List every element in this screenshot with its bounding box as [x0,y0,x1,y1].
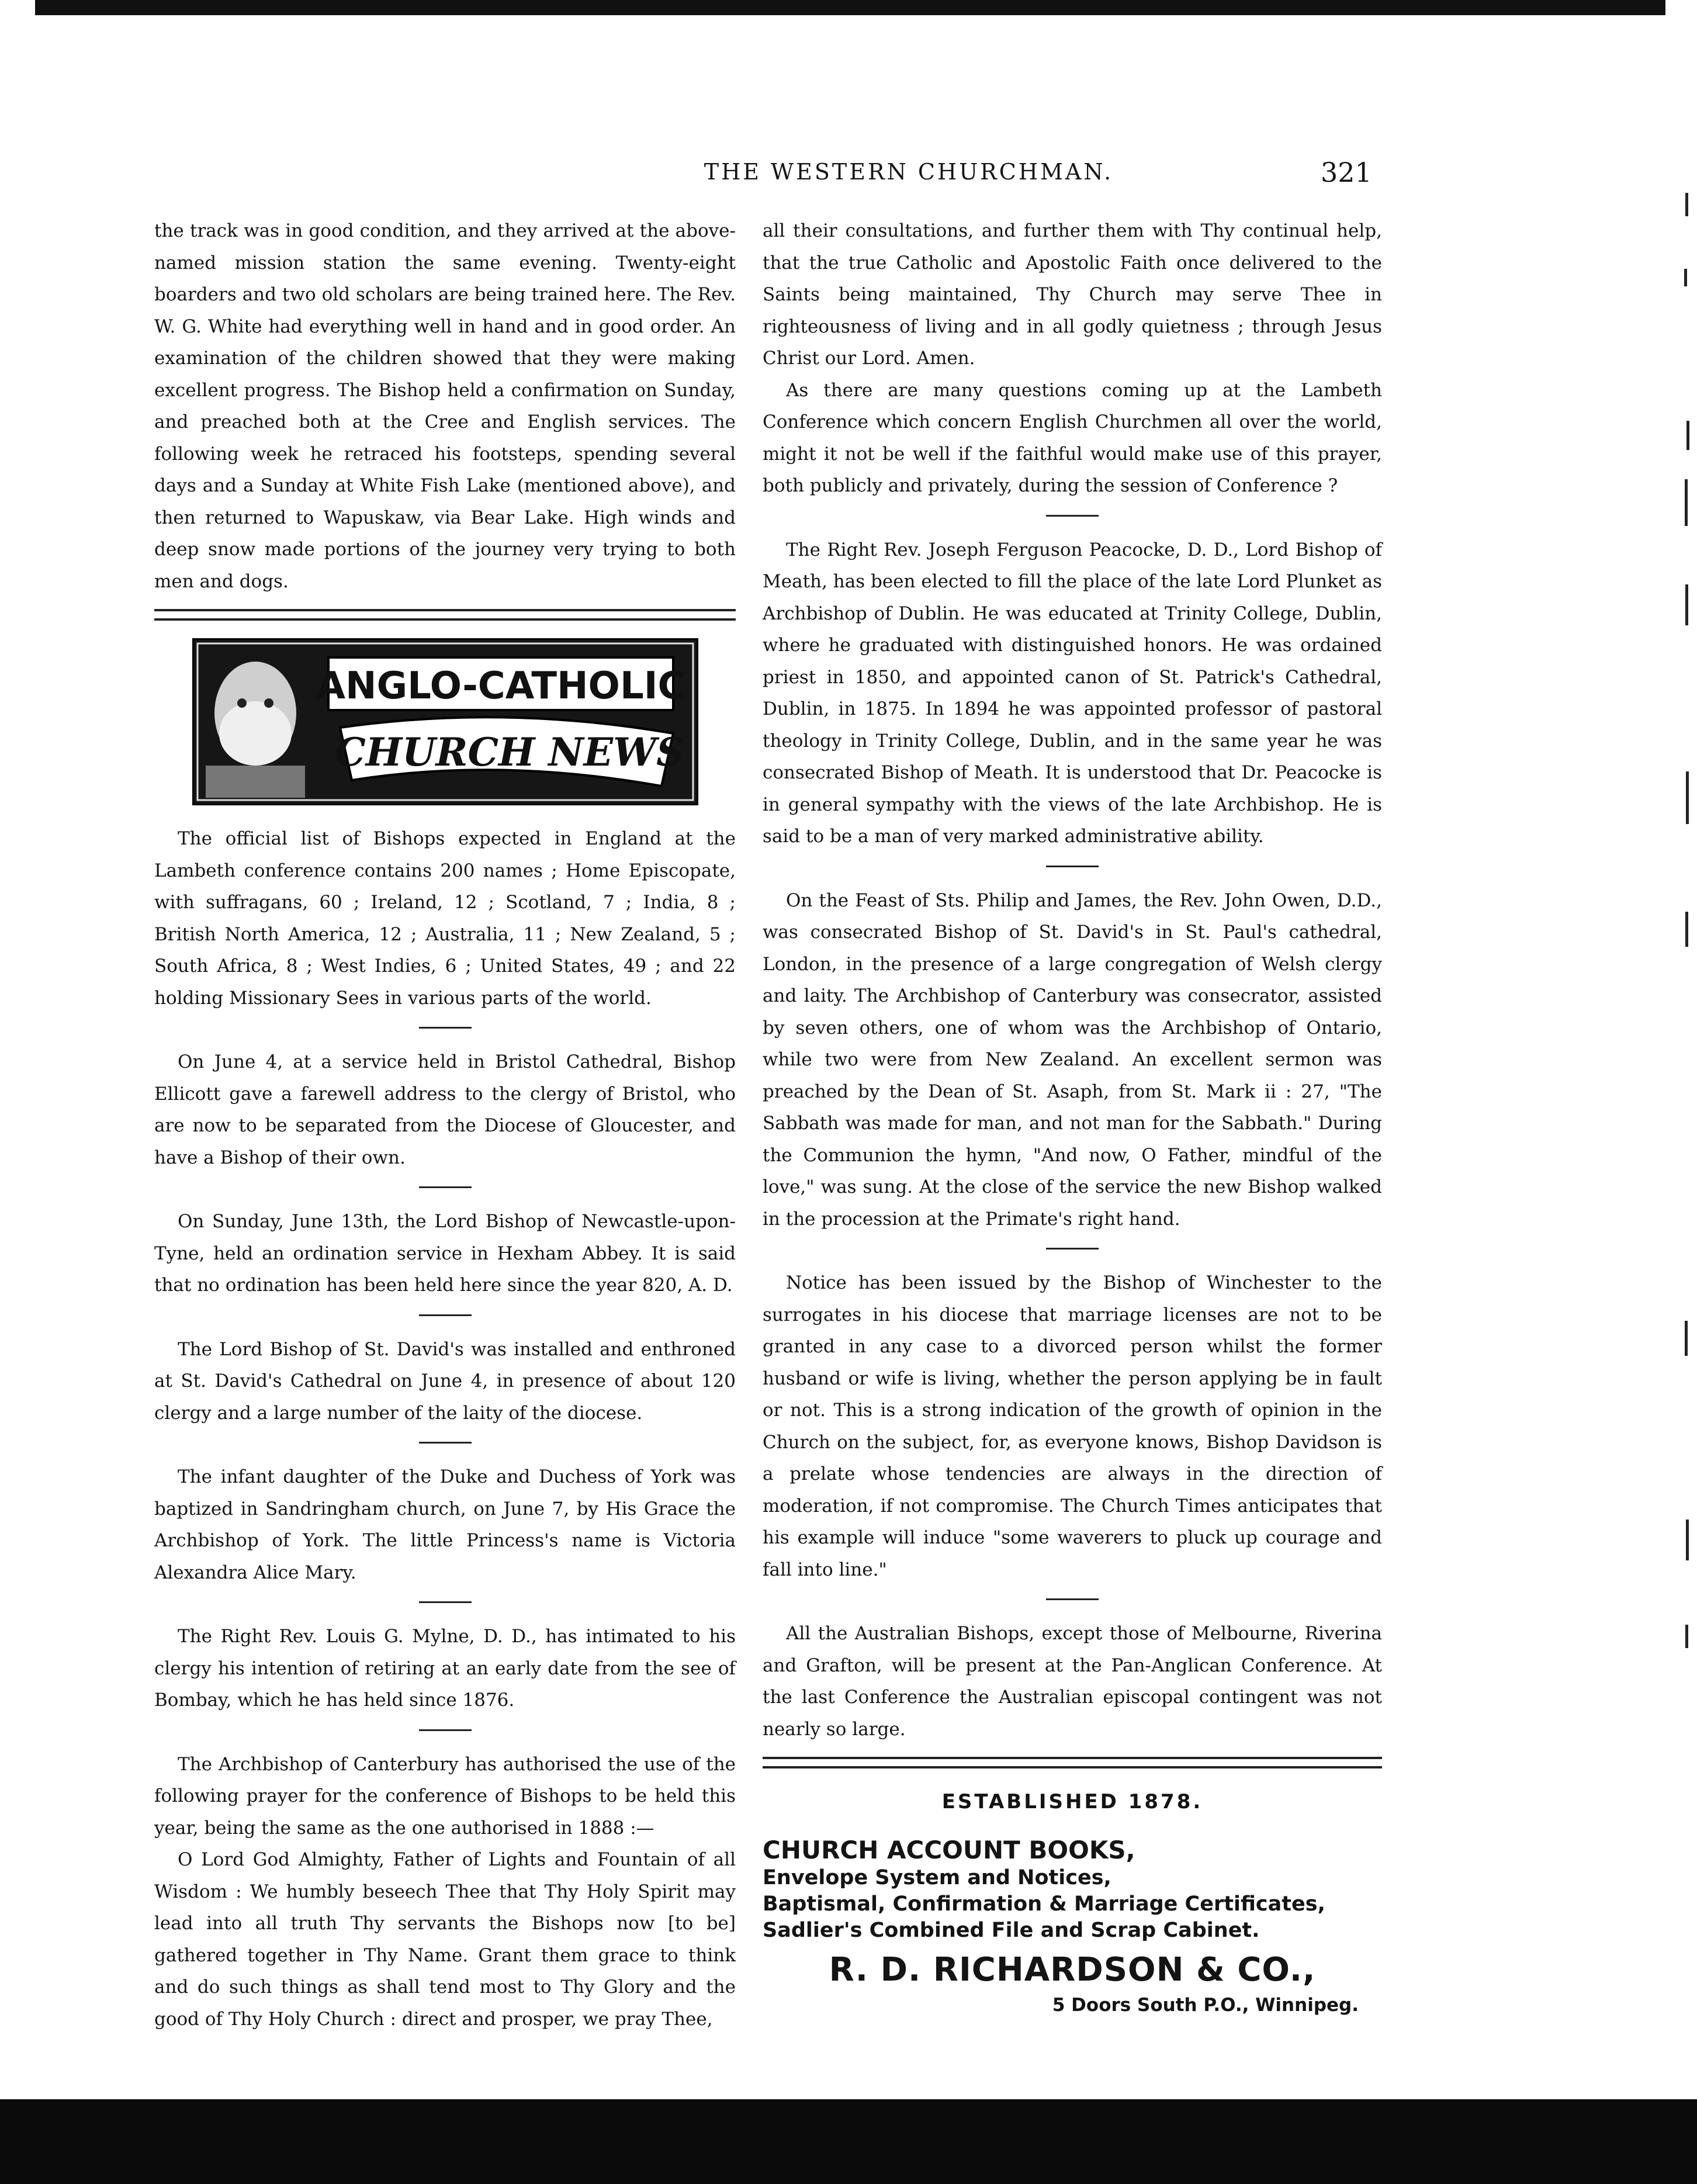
portrait-icon [206,662,305,798]
double-rule-divider [763,1757,1382,1768]
double-rule-divider [154,609,736,621]
article-paragraph: The Lord Bishop of St. David's was installed and enthroned at St. David's Cathedral on June 4, in presence of about 120 clergy and a large number of the laity of the diocese. [154,1338,736,1424]
article-paragraph: The Right Rev. Louis G. Mylne, D. D., has intimated to his clergy his intention of retiring at an early date from the see of Bombay, which he has held since 1876. [154,1626,736,1711]
section-divider [419,1314,472,1316]
right-column [763,215,1382,2022]
article-paragraph: The official list of Bishops expected in England at the Lambeth conference contains 200 names ; Home Episcopate, with suffragans, 60 ; Ireland, 12 ; Scotland, 7 ; India, 8 ; British North America, 12 ; Australia, 11 ; New Zealand, 5 ; South Africa, 8 ; West Indies, 6 ; United States, 49 ; and 22 holding Missionary Sees in various parts of the world. [154,828,736,1009]
article-paragraph: The Right Rev. Joseph Ferguson Peacocke, D. D., Lord Bishop of Meath, has been elected to fill the place of the late Lord Plunket as Archbishop of Dublin. He was educated at Trinity College, Dublin, where he graduated with distinguished honors. He was ordained priest in 1850, and appointed canon of St. Patrick's Cathedral, Dublin, in 1875. In 1894 he was appointed professor of pastoral theology in Trinity College, Dublin, and in the same year he was consecrated Bishop of Meath. It is understood that Dr. Peacocke is in general sympathy with the views of the late Archbishop. He is said to be a man of very marked administrative ability. [763,539,1382,847]
running-title: THE WESTERN CHURCHMAN. [704,159,1114,185]
svg-text:CHURCH NEWS: CHURCH NEWS [334,729,684,775]
scan-top-border [35,0,1665,15]
left-column [154,215,736,2035]
ad-line-certificates: Baptismal, Confirmation & Marriage Certificates, [763,1892,1325,1916]
ad-address: 5 Doors South P.O., Winnipeg. [1052,1995,1359,2016]
scan-bottom-border [0,2099,1697,2184]
article-paragraph: The infant daughter of the Duke and Duchess of York was baptized in Sandringham church, on June 7, by His Grace the Archbishop of York. The little Princess's name is Victoria Alexandra Alice Mary. [154,1466,736,1583]
article-paragraph: As there are many questions coming up at the Lambeth Conference which concern English Churchmen all over the world, might it not be well if the faithful would make use of this prayer, both publicly and privately, during the session of Conference ? [763,379,1382,496]
page-number: 321 [1321,157,1372,188]
svg-text:ANGLO-CATHOLIC: ANGLO-CATHOLIC [316,664,685,708]
article-paragraph: On June 4, at a service held in Bristol Cathedral, Bishop Ellicott gave a farewell address to the clergy of Bristol, who are now to be separated from the Diocese of Gloucester, and have a Bishop of their own. [154,1051,736,1168]
ad-line-account-books: CHURCH ACCOUNT BOOKS, [763,1835,1135,1864]
section-divider [1046,1598,1099,1600]
article-paragraph: On Sunday, June 13th, the Lord Bishop of Newcastle-upon-Tyne, held an ordination service in Hexham Abbey. It is said that no ordination has been held here since the year 820, A. D. [154,1211,736,1296]
section-divider [419,1729,472,1731]
section-divider [1046,1248,1099,1250]
richardson-advertisement [763,1786,1382,2022]
ad-line-envelope: Envelope System and Notices, [763,1865,1111,1889]
article-paragraph: On the Feast of Sts. Philip and James, the Rev. John Owen, D.D., was consecrated Bishop of St. David's in St. Paul's cathedral, London, in the presence of a large congregation of Welsh clergy and laity. The Archbishop of Canterbury was consecrator, assisted by seven others, one of whom was the Archbishop of Ontario, while two were from New Zealand. An excellent sermon was preached by the Dean of St. Asaph, from St. Mark ii : 27, "The Sabbath was made for man, and not man for the Sabbath." During the Communion the hymn, "And now, O Father, mindful of the love," was sung. At the close of the service the new Bishop walked in the procession at the Primate's right hand. [763,889,1382,1230]
section-divider [1046,515,1099,517]
article-paragraph: the track was in good condition, and they arrived at the above-named mission station the same evening. Twenty-eight boarders and two old scholars are being trained here. The Rev. W. G. White had everything well in hand and in good order. An examination of the children showed that they were making excellent progress. The Bishop held a confirmation on Sunday, and preached both at the Cree and English services. The following week he retraced his footsteps, spending several days and a Sunday at White Fish Lake (mentioned above), and then returned to Wapuskaw, via Bear Lake. High winds and deep snow made portions of the journey very trying to both men and dogs. [154,220,736,592]
ad-established: ESTABLISHED 1878. [941,1790,1203,1813]
article-paragraph: Notice has been issued by the Bishop of Winchester to the surrogates in his diocese that marriage licenses are not to be granted in any case to a divorced person whilst the former husband or wife is living, whether the person applying be in fault or not. This is a strong indication of the growth of opinion in the Church on the subject, for, as everyone knows, Bishop Davidson is a prelate whose tendencies are always in the direction of moderation, if not compromise. The Church Times anticipates that his example will induce "some waverers to pluck up courage and fall into line." [763,1272,1382,1580]
section-divider [1046,866,1099,867]
prayer-paragraph: O Lord God Almighty, Father of Lights and Fountain of all Wisdom : We humbly beseech Thee that Thy Holy Spirit may lead into all truth Thy servants the Bishops now [to be] gathered together in Thy Name. Grant them grace to think and do such things as shall tend most to Thy Glory and the good of Thy Holy Church : direct and prosper, we pray Thee, [154,1849,736,2030]
section-divider [419,1186,472,1188]
anglo-catholic-banner [192,638,698,805]
prayer-paragraph: all their consultations, and further them with Thy continual help, that the true Catholic and Apostolic Faith once delivered to the Saints being maintained, Thy Church may serve Thee in righteousness of living and in all godly quietness ; through Jesus Christ our Lord. Amen. [763,220,1382,369]
section-divider [419,1027,472,1029]
section-divider [419,1442,472,1444]
scan-edge-marks [1679,175,1697,1929]
article-paragraph: The Archbishop of Canterbury has authorised the use of the following prayer for the conference of Bishops to be held this year, being the same as the one authorised in 1888 :— [154,1753,736,1839]
banner-illustration [194,640,697,804]
ad-firm-name: R. D. RICHARDSON & CO., [829,1950,1316,1989]
ad-line-cabinet: Sadlier's Combined File and Scrap Cabinet. [763,1918,1260,1942]
section-divider [419,1601,472,1603]
article-paragraph: All the Australian Bishops, except those of Melbourne, Riverina and Grafton, will be present at the Pan-Anglican Conference. At the last Conference the Australian episcopal contingent was not nearly so large. [763,1623,1382,1740]
